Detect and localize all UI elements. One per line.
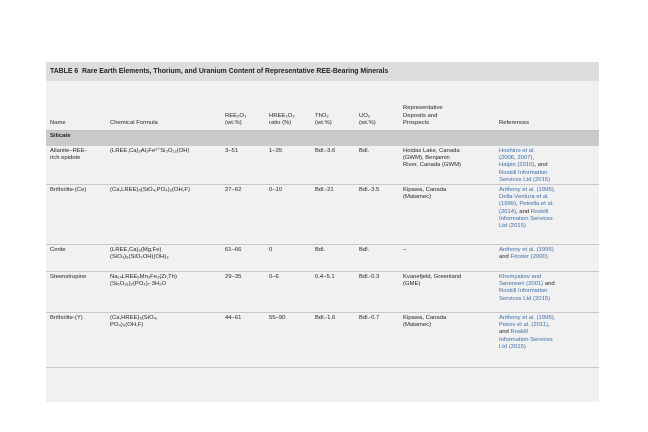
column-header [495,81,599,131]
ree-minerals-table [46,62,599,402]
reference-text: and [499,329,511,336]
reference-text: , [516,201,520,208]
column-header-line: REE₂O₃ [225,112,247,119]
reference-line [499,194,596,201]
reference-line [499,223,596,230]
tho2-value: Bdl.-21 [311,185,355,245]
reference-link[interactable]: Roskill [530,208,549,215]
reference-line [499,148,596,155]
table-caption [46,62,599,81]
section-label: Silicate [46,131,599,147]
table-row [46,313,599,368]
deposits [399,313,495,368]
cell-line: Cerite [50,247,66,254]
cell-line: (Matamec) [403,194,432,201]
hree2o3-value: 55–90 [265,313,311,368]
chemical-formula [106,185,221,245]
uo2-value: Bdl.-0.3 [355,272,399,313]
cell-line: Steenstrupine [50,274,87,281]
ree2o3-value: 3–51 [221,146,265,185]
reference-text: , and [534,162,548,169]
reference-link[interactable]: Information Services [499,215,553,222]
references [495,245,599,272]
cell-line: Allanite–REE- [50,148,87,154]
uo2-value: Bdl.-0.7 [355,313,399,368]
reference-link[interactable]: Khomyakov and [499,274,542,281]
table-row [46,185,599,245]
cell-line: PO₄)₃(OH,F) [110,322,144,329]
reference-link[interactable]: Roskill Information [499,169,548,176]
reference-line [499,315,596,322]
cell-line: Na₁₄LREE₆Mn₂Fe₂(Zr,Th) [110,274,177,281]
table-row [46,272,599,313]
reference-link[interactable]: Anthony et al. (1995) [499,247,554,254]
cell-line: (Si₆O₁₈)₂(PO₄)₇·3H₂O [110,281,167,288]
reference-line [499,288,596,295]
reference-text: , and [516,208,531,215]
reference-line [499,322,596,329]
table-body [46,131,599,368]
uo2-value: Bdl. [355,146,399,185]
column-header-line: Deposits and [403,112,438,119]
tho2-value: 0.4–5.1 [311,272,355,313]
reference-line [499,170,596,177]
reference-link[interactable]: Roskill [510,329,528,336]
reference-link[interactable]: Ltd (2015) [499,343,526,350]
column-header-line: Prospects [403,119,430,126]
table-number: TABLE 6 [50,68,79,75]
data-table [46,81,599,368]
tho2-value: Bdl.-3.6 [311,146,355,185]
mineral-name [46,146,106,185]
chemical-formula [106,245,221,272]
column-header-line: Representative [403,105,443,112]
column-header-line: ratio (%) [269,119,292,126]
reference-line [499,337,596,344]
ree2o3-value: 27–62 [221,185,265,245]
ree2o3-value: 44–61 [221,313,265,368]
column-header [221,81,265,131]
column-header-line: HREE₂O₃ [269,112,295,119]
uo2-value: Bdl.-3.5 [355,185,399,245]
reference-line [499,274,596,281]
reference-line [499,329,596,336]
cell-line: Hoidas Lake, Canada [403,148,460,154]
section-row [46,131,599,147]
reference-line [499,177,596,184]
tho2-value: Bdl. [311,245,355,272]
reference-text: and [499,254,511,261]
cell-line: Kipawa, Canada [403,187,447,194]
hree2o3-value: 0–6 [265,272,311,313]
reference-link[interactable]: Halpin (2010) [499,162,535,169]
column-header [311,81,355,131]
reference-link[interactable]: Services Ltd (2015) [499,176,551,183]
cell-line: – [403,247,407,254]
chemical-formula [106,146,221,185]
cell-line: River, Canada (GWM) [403,162,461,169]
column-header-line: (wt.%) [359,119,376,126]
deposits [399,185,495,245]
column-header [399,81,495,131]
deposits [399,272,495,313]
reference-link[interactable]: Anthony et al. (1995), [499,187,556,194]
cell-line: (Ca,LREE)₅(SiO₄,PO₄)₃(OH,F) [110,187,190,194]
table-row [46,146,599,185]
reference-link[interactable]: Petrella et al. [519,201,554,208]
reference-link[interactable]: Sørensen (2001) [499,281,544,288]
reference-link[interactable]: Förster (2000) [510,254,548,261]
reference-link[interactable]: Hoshino et al. [499,148,536,154]
mineral-name [46,313,106,368]
reference-link[interactable]: (1999) [499,201,517,208]
reference-line [499,155,596,162]
reference-line [499,247,596,254]
column-header-line: Name [50,119,66,126]
references [495,272,599,313]
reference-text: and [543,281,555,288]
mineral-name [46,185,106,245]
column-header-line: ThO₂ [315,112,329,119]
reference-line [499,254,596,261]
cell-line: (LREE,Ca)₉(Mg,Fe) [110,247,162,254]
column-header-line: (wt.%) [225,119,242,126]
column-header-line: UO₂ [359,112,371,119]
deposits [399,146,495,185]
reference-line [499,296,596,303]
header-row [46,81,599,131]
reference-link[interactable]: (2014) [499,208,517,215]
cell-line: Britholite-(Y) [50,315,83,322]
column-header [46,81,106,131]
column-header [106,81,221,131]
reference-link[interactable]: Information Services [499,336,553,343]
mineral-name [46,272,106,313]
reference-line [499,201,596,208]
reference-text: , [548,322,550,329]
reference-line [499,187,596,194]
cell-line: Kvanefjeld, Greenland [403,274,462,281]
cell-line: Britholite-(Ce) [50,187,87,194]
references [495,313,599,368]
chemical-formula [106,272,221,313]
column-header-line: References [499,119,530,126]
cell-line: rich epidote [50,155,81,162]
reference-link[interactable]: Della-Ventura et al. [499,194,550,201]
uo2-value: Bdl. [355,245,399,272]
cell-line: (LREE,Ca)₂Al₂Fe²⁺Si₃O₁₂(OH) [110,148,190,154]
column-header [265,81,311,131]
ree2o3-value: 61–66 [221,245,265,272]
ree2o3-value: 29–35 [221,272,265,313]
reference-link[interactable]: Pekov et al. (2011) [499,322,549,329]
reference-line [499,344,596,351]
column-header-line: Chemical Formula [110,119,158,126]
cell-line: (SiO₄)₆(SiO₃OH)(OH)₃ [110,254,169,261]
chemical-formula [106,313,221,368]
table-row [46,245,599,272]
cell-line: (Ca,HREE)₅(SiO₄, [110,315,158,322]
mineral-name [46,245,106,272]
references [495,185,599,245]
table-title: Rare Earth Elements, Thorium, and Uranium Content of Representative REE-Bearing Minerals [82,68,389,75]
reference-line [499,281,596,288]
references [495,146,599,185]
deposits [399,245,495,272]
cell-line: Kipawa, Canada [403,315,447,322]
tho2-value: Bdl.-1.6 [311,313,355,368]
reference-line [499,216,596,223]
reference-link[interactable]: Ltd (2015) [499,223,526,230]
reference-link[interactable]: Services Ltd (2015) [499,295,551,302]
reference-line [499,209,596,216]
column-header-line: (wt.%) [315,119,332,126]
reference-link[interactable]: Anthony et al. (1995), [499,315,556,322]
cell-line: (Matamec) [403,322,432,329]
hree2o3-value: 0–10 [265,185,311,245]
hree2o3-value: 1–35 [265,146,311,185]
reference-link[interactable]: Roskill Information [499,288,548,295]
hree2o3-value: 0 [265,245,311,272]
cell-line: (GME) [403,281,421,288]
reference-link[interactable]: (2006, 2007), [499,155,535,162]
reference-line [499,162,596,169]
column-header [355,81,399,131]
cell-line: (GWM), Benjamin [403,155,450,162]
